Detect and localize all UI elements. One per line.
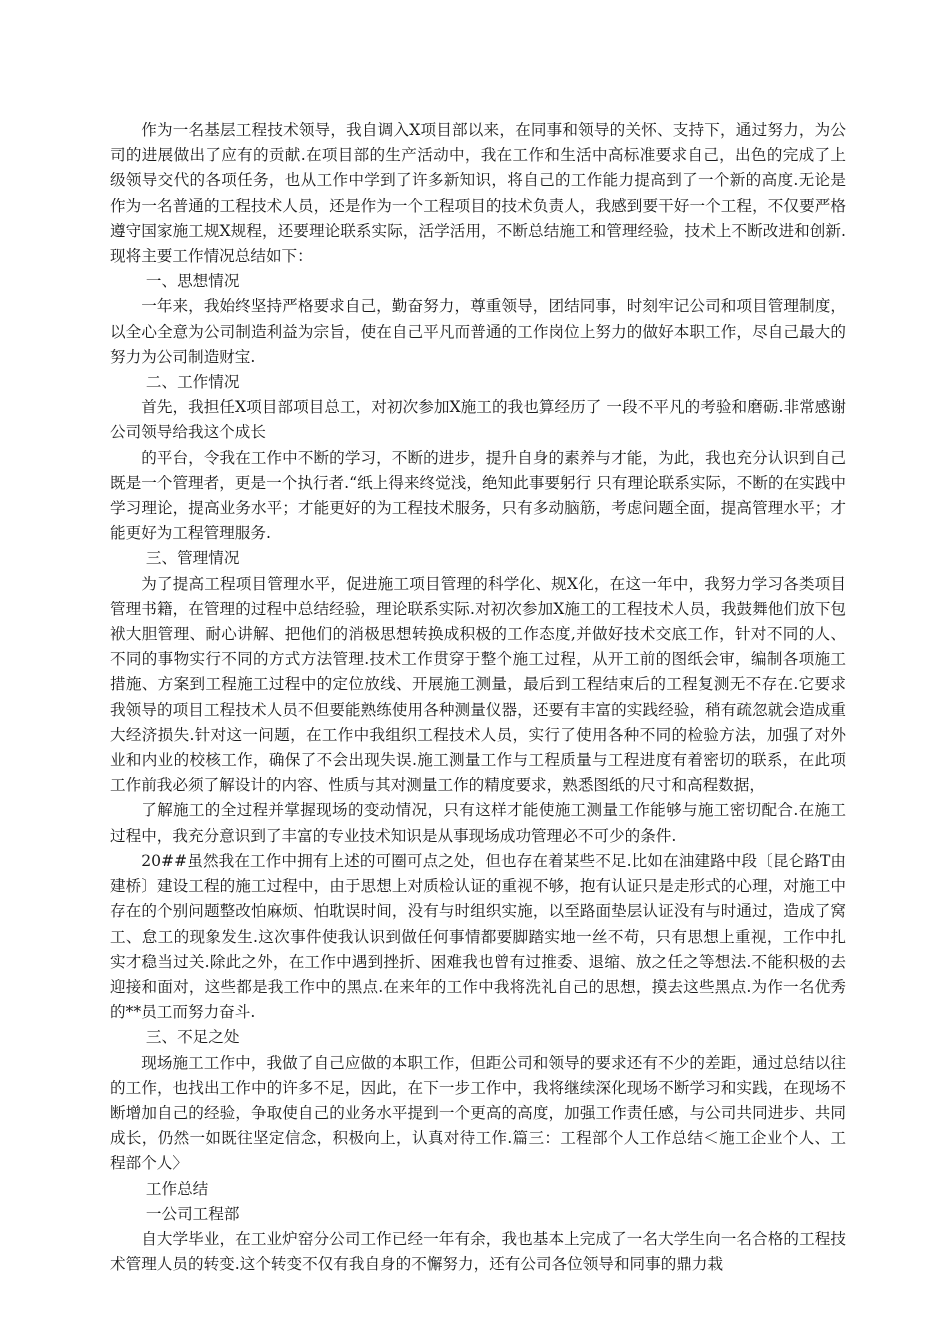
section-heading-summary: 工作总结: [145, 1179, 209, 1198]
paragraph-management-1: 为了提高工程项目管理水平，促进施工项目管理的科学化、规X化，在这一年中，我努力学习各类项目管理书籍，在管理的过程中总结经验，理论联系实际.对初次参加X施工的工程技术人员，我鼓舞他们放下包袱大胆管理、耐心讲解、把他们的消极思想转换成积极的工作态度,并做好技术交底工作，针对不同的人、不同的事物实行不同的方式方法管理.技术工作贯穿于整个施工过程，从开工前的图纸会审，编制各项施工措施、方案到工程施工过程中的定位放线、开展施工测量，最后到工程结束后的工程复测无不存在.它要求我领导的项目工程技术人员不但要能熟练使用各种测量仪器，还要有丰富的实践经验，稍有疏忽就会造成重大经济损失.针对这一问题，在工作中我组织工程技术人员，实行了使用各种不同的检验方法，加强了对外业和内业的校核工作，确保了不会出现失误.施工测量工作与工程质量与工程进度有着密切的联系，在此项工作前我必须了解设计的内容、性质与其对测量工作的精度要求，熟悉图纸的尺寸和高程数据，: [110, 574, 846, 795]
paragraph-graduate: 自大学毕业，在工业炉窑分公司工作已经一年有余，我也基本上完成了一名大学生向一名合格的工程技术管理人员的转变.这个转变不仅有我自身的不懈努力，还有公司各位领导和同事的鼎力栽: [110, 1229, 846, 1274]
paragraph-work-1: 首先，我担任X项目部项目总工，对初次参加X施工的我也算经历了 一段不平凡的考验和磨砺.非常感谢公司领导给我这个成长: [110, 398, 846, 442]
document-page: [110, 118, 846, 1277]
section-heading-management: 三、管理情况: [145, 549, 240, 568]
section-heading-thought: 一、思想情况: [145, 272, 240, 291]
paragraph-shortcomings: 现场施工工作中，我做了自己应做的本职工作，但距公司和领导的要求还有不少的差距，通过总结以往的工作，也找出工作中的许多不足，因此，在下一步工作中，我将继续深化现场不断学习和实践，在现场不断增加自己的经验，争取使自己的业务水平提到一个更高的高度，加强工作责任感，与公司共同进步、共同成长，仍然一如既往坚定信念，积极向上，认真对待工作.篇三：工程部个人工作总结＜施工企业个人、工程部个人〉: [110, 1053, 846, 1173]
section-heading-department: 一公司工程部: [145, 1204, 240, 1223]
section-heading-shortcomings: 三、不足之处: [145, 1028, 240, 1047]
section-heading-work: 二、工作情况: [145, 373, 240, 392]
paragraph-work-2: 的平台，令我在工作中不断的学习，不断的进步，提升自身的素养与才能，为此，我也充分认识到自己既是一个管理者，更是一个执行者.“纸上得来终觉浅，绝知此事要躬行 只有理论联系实际，不断的在实践中学习理论，提高业务水平；才能更好的为工程技术服务，只有多动脑筋，考虑问题全面，提高管理水平；才能更好为工程管理服务.: [110, 448, 846, 543]
paragraph-intro: 作为一名基层工程技术领导，我自调入X项目部以来，在同事和领导的关怀、支持下，通过努力，为公司的进展做出了应有的贡献.在项目部的生产活动中，我在工作和生活中高标准要求自己，出色的完成了上级领导交代的各项任务，也从工作中学到了许多新知识，将自己的工作能力提高到了一个新的高度.无论是作为一名普通的工程技术人员，还是作为一个工程项目的技术负责人，我感到要干好一个工程，不仅要严格遵守国家施工规X规程，还要理论联系实际，活学活用，不断总结施工和管理经验，技术上不断改进和创新.现将主要工作情况总结如下：: [110, 121, 846, 266]
paragraph-thought: 一年来，我始终坚持严格要求自己，勤奋努力，尊重领导，团结同事，时刻牢记公司和项目管理制度，以全心全意为公司制造利益为宗旨，使在自己平凡而普通的工作岗位上努力的做好本职工作，尽自己最大的努力为公司制造财宝.: [110, 297, 846, 366]
paragraph-management-3: 20##虽然我在工作中拥有上述的可圈可点之处，但也存在着某些不足.比如在油建路中段〔昆仑路T由建桥〕建设工程的施工过程中，由于思想上对质检认证的重视不够，抱有认证只是走形式的心理，对施工中存在的个别问题整改怕麻烦、怕耽误时间，没有与时组织实施，以至路面垫层认证没有与时通过，造成了窝工、怠工的现象发生.这次事件使我认识到做任何事情都要脚踏实地一丝不苟，只有思想上重视，工作中扎实才稳当过关.除此之外，在工作中遇到挫折、困难我也曾有过推委、退缩、放之任之等想法.不能积极的去迎接和面对，这些都是我工作中的黑点.在来年的工作中我将洗礼自己的思想，摸去这些黑点.为作一名优秀的**员工而努力奋斗.: [110, 851, 846, 1022]
paragraph-management-2: 了解施工的全过程并掌握现场的变动情况，只有这样才能使施工测量工作能够与施工密切配合.在施工过程中，我充分意识到了丰富的专业技术知识是从事现场成功管理必不可少的条件.: [110, 801, 846, 845]
